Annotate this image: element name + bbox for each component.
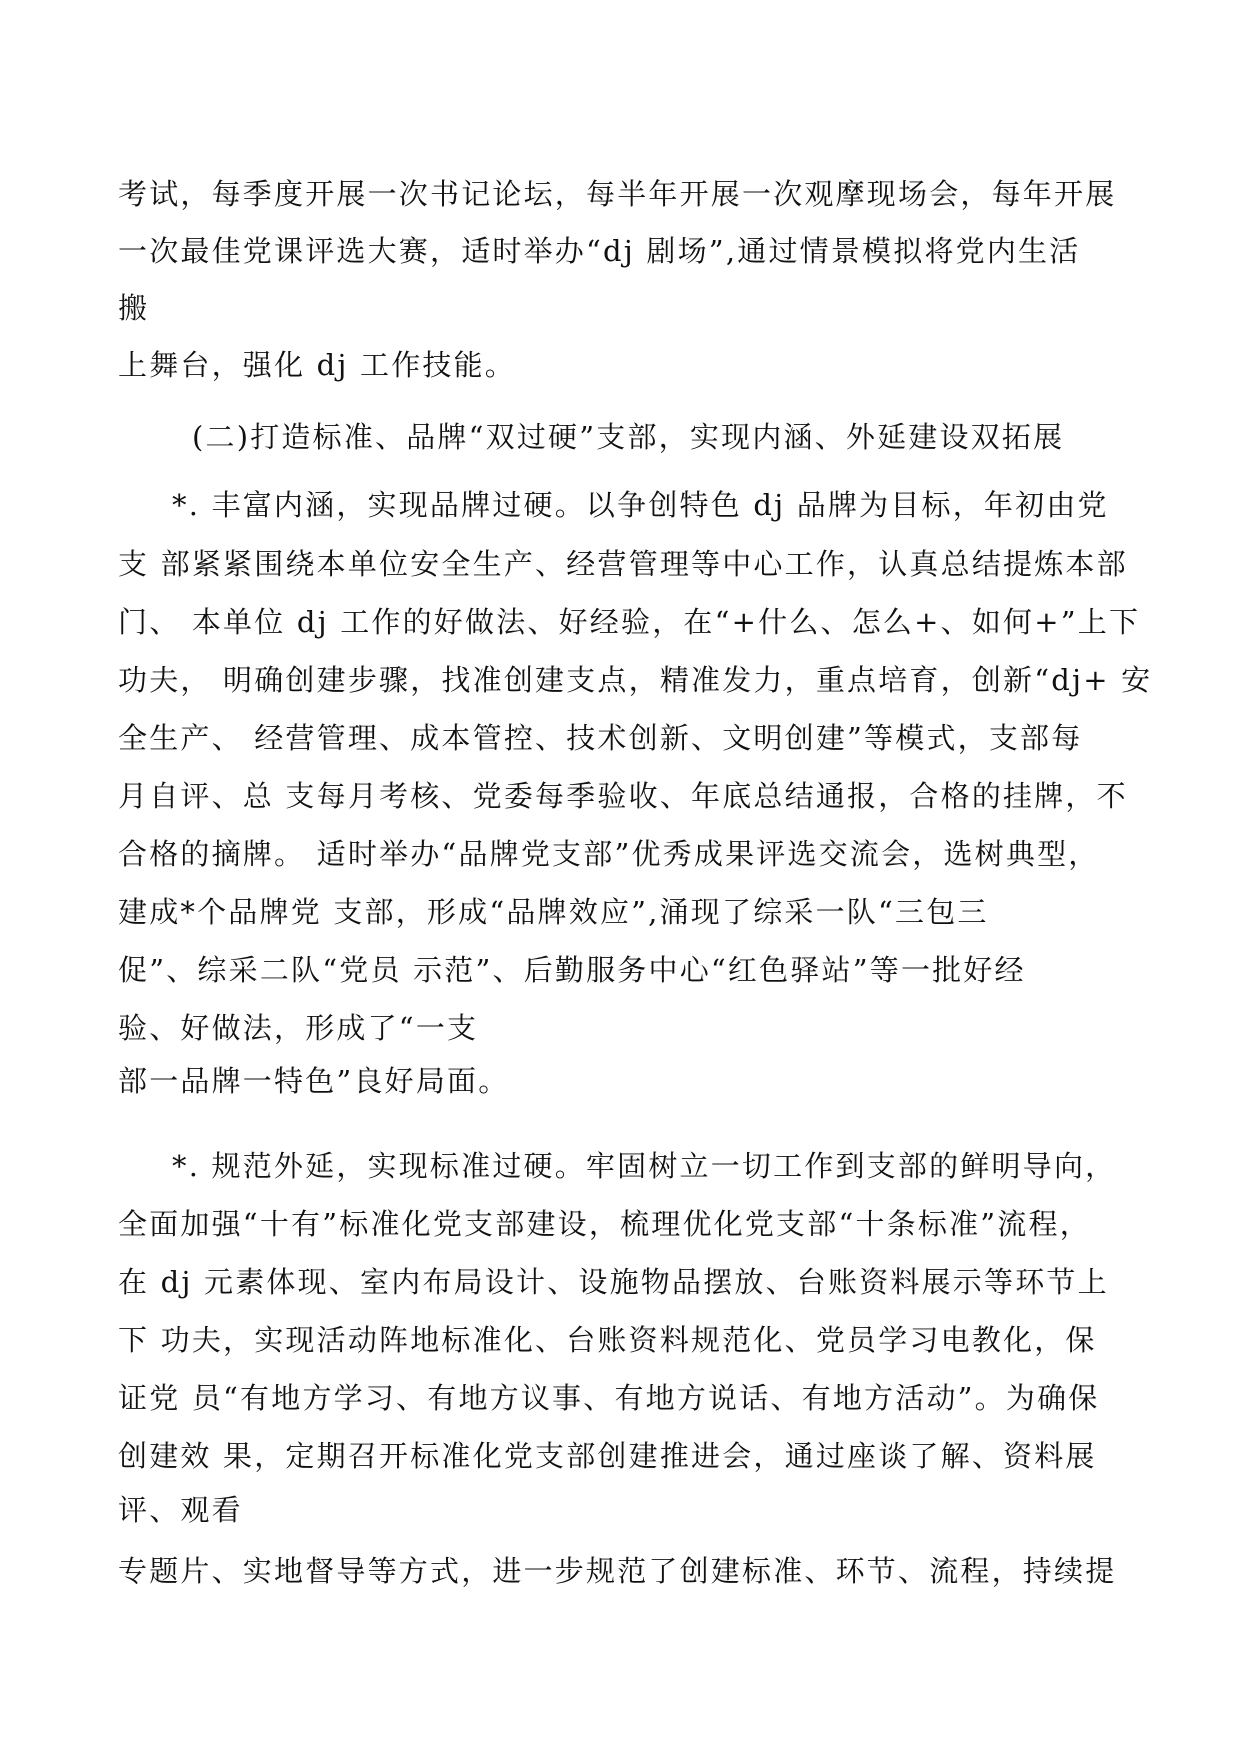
paragraph-3-line-2: 全面加强“十有”标准化党支部建设，梳理优化党支部“十条标准”流程，	[118, 1207, 1091, 1241]
paragraph-3-line-3: 在 dj 元素体现、室内布局设计、设施物品摆放、台账资料展示等环节上	[118, 1265, 1109, 1299]
paragraph-3-line-5: 证党 员“有地方学习、有地方议事、有地方说话、有地方活动”。为确保	[118, 1381, 1100, 1415]
paragraph-3-line-7: 评、观看	[118, 1493, 243, 1527]
paragraph-1-line-3: 搬	[118, 291, 150, 325]
paragraph-2-line-4: 功夫， 明确创建步骤，找准创建支点，精准发力，重点培育，创新“dj+ 安	[118, 663, 1153, 697]
paragraph-2-line-1: *. 丰富内涵，实现品牌过硬。以争创特色 dj 品牌为目标，年初由党	[172, 488, 1109, 522]
paragraph-3-line-1: *. 规范外延，实现标准过硬。牢固树立一切工作到支部的鲜明导向，	[172, 1149, 1117, 1183]
paragraph-3-line-8: 专题片、实地督导等方式，进一步规范了创建标准、环节、流程，持续提	[118, 1554, 1117, 1588]
paragraph-1-line-4: 上舞台，强化 dj 工作技能。	[118, 348, 516, 382]
paragraph-1-line-1: 考试，每季度开展一次书记论坛，每半年开展一次观摩现场会，每年开展	[118, 177, 1117, 211]
paragraph-2-line-2: 支 部紧紧围绕本单位安全生产、经营管理等中心工作，认真总结提炼本部	[118, 547, 1128, 581]
paragraph-2-line-6: 月自评、总 支每月考核、党委每季验收、年底总结通报，合格的挂牌，不	[118, 779, 1128, 813]
paragraph-2-line-9: 促”、综采二队“党员 示范”、后勤服务中心“红色驿站”等一批好经	[118, 953, 1026, 987]
section-heading: (二)打造标准、品牌“双过硬”支部，实现内涵、外延建设双拓展	[192, 420, 1065, 454]
paragraph-2-line-5: 全生产、 经营管理、成本管控、技术创新、文明创建”等模式，支部每	[118, 721, 1083, 755]
paragraph-2-line-7: 合格的摘牌。 适时举办“品牌党支部”优秀成果评选交流会，选树典型，	[118, 837, 1100, 871]
paragraph-2-line-10: 验、好做法，形成了“一支	[118, 1011, 479, 1045]
paragraph-2-line-3: 门、 本单位 dj 工作的好做法、好经验，在“+什么、怎么+、如何+”上下	[118, 605, 1141, 639]
paragraph-2-line-11: 部一品牌一特色”良好局面。	[118, 1064, 510, 1098]
paragraph-3-line-4: 下 功夫，实现活动阵地标准化、台账资料规范化、党员学习电教化，保	[118, 1323, 1097, 1357]
paragraph-1-line-2: 一次最佳党课评选大赛，适时举办“dj 剧场”,通过情景模拟将党内生活	[118, 234, 1081, 268]
paragraph-3-line-6: 创建效 果，定期召开标准化党支部创建推进会，通过座谈了解、资料展	[118, 1439, 1097, 1473]
paragraph-2-line-8: 建成*个品牌党 支部，形成“品牌效应”,涌现了综采一队“三包三	[118, 895, 989, 929]
